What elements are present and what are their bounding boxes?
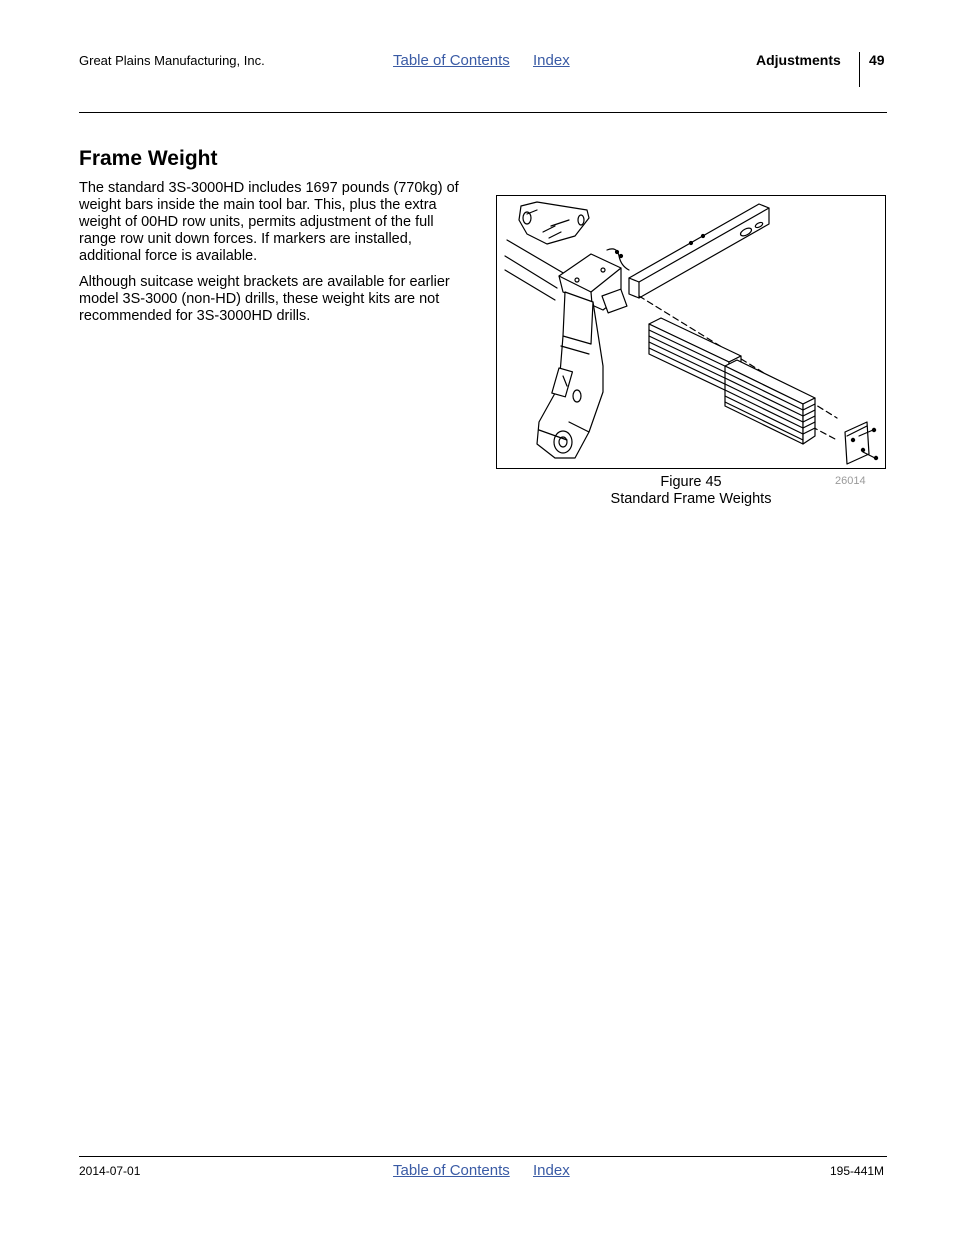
header-company: Great Plains Manufacturing, Inc. (79, 53, 265, 68)
footer-date: 2014-07-01 (79, 1164, 141, 1178)
end-cap-plate (845, 422, 878, 464)
figure-caption (560, 474, 822, 508)
figure-frame-weights (496, 195, 886, 469)
frame-weights-illustration (497, 196, 885, 468)
footer-toc-link[interactable]: Table of Contents (393, 1162, 510, 1179)
header-toc-link[interactable]: Table of Contents (393, 52, 510, 69)
footer-index-link[interactable]: Index (533, 1162, 570, 1179)
header-rule (79, 112, 887, 113)
header-index-link[interactable]: Index (533, 52, 570, 69)
header-divider (859, 52, 860, 87)
page-title: Frame Weight (79, 147, 218, 170)
header-section-title: Adjustments (756, 52, 841, 68)
page-number: 49 (869, 52, 885, 68)
footer-rule (79, 1156, 887, 1157)
body-paragraph-1: The standard 3S-3000HD includes 1697 pounds (770kg) of weight bars inside the main tool bar. This, plus the extra weight of 00HD row units, permits adjustment of the full range row unit down forces. If markers are installed, additional force is available. (79, 180, 459, 264)
figure-caption-text: Standard Frame Weights (610, 491, 772, 507)
weight-bar-stack-rear (725, 360, 815, 444)
figure-code: 26014 (835, 475, 866, 487)
footer-doc-number: 195-441M (830, 1164, 885, 1178)
body-paragraph-2: Although suitcase weight brackets are available for earlier model 3S-3000 (non-HD) drills, these weight kits are not recommended for 3S-3000HD drills. (79, 274, 450, 324)
figure-number: Figure 45 (660, 474, 722, 490)
